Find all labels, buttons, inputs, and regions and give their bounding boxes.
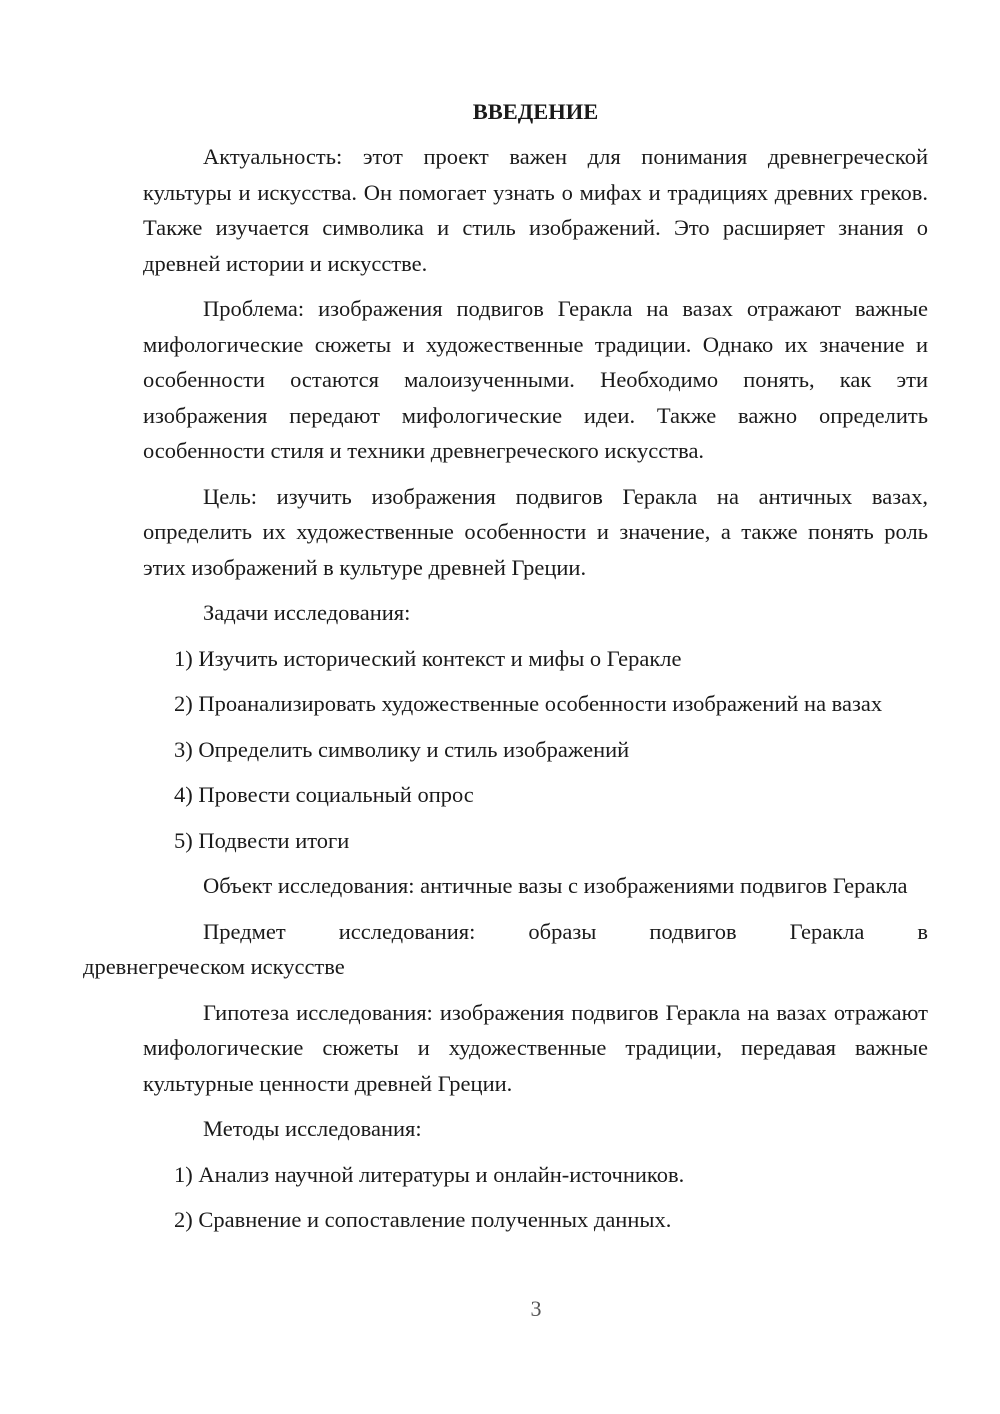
goal-paragraph: Цель: изучить изображения подвигов Геракла на античных вазах, определить их художественные особенности и значение, а также понять роль этих изображений в культуре древней Греции. [143,483,928,580]
relevance-paragraph: Актуальность: этот проект важен для понимания древнегреческой культуры и искусства. Он помогает узнать о мифах и традициях древних греков. Также изучается символика и стиль изображений. Это расширяет знания о древней истории и искусстве. [143,144,928,276]
method-item-2: 2) Сравнение и сопоставление полученных данных. [174,1207,672,1232]
subject-line-2: древнегреческом искусстве [83,954,345,979]
method-item-1: 1) Анализ научной литературы и онлайн-источников. [174,1161,685,1187]
methods-heading: Методы исследования: [203,1116,422,1141]
object-paragraph: Объект исследования: античные вазы с изображениями подвигов Геракла [203,873,908,898]
task-item-1: 1) Изучить исторический контекст и мифы о Геракле [174,645,682,671]
hypothesis-paragraph: Гипотеза исследования: изображения подвигов Геракла на вазах отражают мифологические сюжеты и художественные традиции, передавая важные культурные ценности древней Греции. [143,999,928,1096]
page-number: 3 [530,1296,542,1321]
document-page [83,94,928,1248]
task-item-5: 5) Подвести итоги [174,827,350,853]
task-item-4: 4) Провести социальный опрос [174,782,474,807]
tasks-heading: Задачи исследования: [203,600,411,625]
subject-line-1: Предмет исследования: образы подвигов Геракла в [203,918,928,944]
task-item-3: 3) Определить символику и стиль изображений [174,736,630,762]
subject-paragraph [83,914,928,985]
problem-paragraph: Проблема: изображения подвигов Геракла на вазах отражают важные мифологические сюжеты и художественные традиции. Однако их значение и особенности остаются малоизученными. Необходимо понять, как эти изображения передают мифологические идеи. Также важно определить особенности стиля и техники древнегреческого искусства. [143,296,928,463]
section-title: ВВЕДЕНИЕ [472,99,599,124]
task-item-2: 2) Проанализировать художественные особенности изображений на вазах [174,691,883,716]
